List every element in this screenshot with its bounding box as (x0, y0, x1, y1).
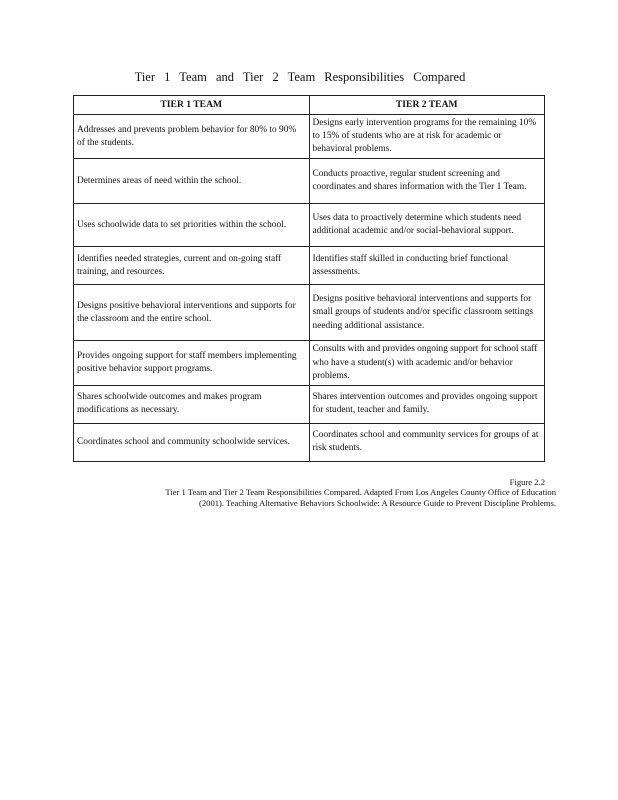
figure-label: Figure 2.2 (509, 477, 545, 487)
tier1-cell: Addresses and prevents problem behavior for 80% to 90% of the students. (74, 115, 310, 159)
table-row (74, 285, 545, 341)
tier2-cell: Consults with and provides ongoing support for school staff who have a student(s) with academic and/or behavior problems. (309, 341, 545, 385)
header-tier2: TIER 2 TEAM (309, 96, 545, 115)
tier2-cell: Identifies staff skilled in conducting brief functional assessments. (309, 247, 545, 285)
tier2-cell: Uses data to proactively determine which students need additional academic and/or social-behavioral support. (309, 204, 545, 247)
tier1-cell: Identifies needed strategies, current and on-going staff training, and resources. (74, 247, 310, 285)
tier1-cell: Provides ongoing support for staff members implementing positive behavior support programs. (74, 341, 310, 385)
table-row (74, 115, 545, 159)
header-tier1: TIER 1 TEAM (74, 96, 310, 115)
table-row (74, 159, 545, 204)
table-row (74, 204, 545, 247)
figure-caption (116, 487, 556, 509)
tier2-cell: Designs positive behavioral interventions and supports for small groups of students and/or specific classroom settings needing additional assistance. (309, 285, 545, 341)
tier1-cell: Shares schoolwide outcomes and makes program modifications as necessary. (74, 385, 310, 423)
caption-line-2: (2001). Teaching Alternative Behaviors Schoolwide: A Resource Guide to Prevent Discipline Problems. (198, 498, 556, 509)
tier1-cell: Determines areas of need within the school. (74, 159, 310, 204)
table-row (74, 385, 545, 423)
table-row (74, 423, 545, 461)
tier1-cell: Coordinates school and community schoolwide services. (74, 423, 310, 461)
page-title: Tier 1 Team and Tier 2 Team Responsibilities Compared (134, 70, 466, 84)
table-row (74, 341, 545, 385)
responsibilities-table (73, 95, 545, 462)
tier1-cell: Uses schoolwide data to set priorities within the school. (74, 204, 310, 247)
tier2-cell: Conducts proactive, regular student screening and coordinates and shares information with the Tier 1 Team. (309, 159, 545, 204)
tier2-cell: Coordinates school and community services for groups of at risk students. (309, 423, 545, 461)
table-header-row (74, 96, 545, 115)
tier2-cell: Designs early intervention programs for the remaining 10% to 15% of students who are at risk for academic or behavioral problems. (309, 115, 545, 159)
table-row (74, 247, 545, 285)
tier1-cell: Designs positive behavioral interventions and supports for the classroom and the entire school. (74, 285, 310, 341)
tier2-cell: Shares intervention outcomes and provides ongoing support for student, teacher and family. (309, 385, 545, 423)
caption-line-1: Tier 1 Team and Tier 2 Team Responsibilities Compared. Adapted From Los Angeles County Office of Education (165, 487, 556, 497)
